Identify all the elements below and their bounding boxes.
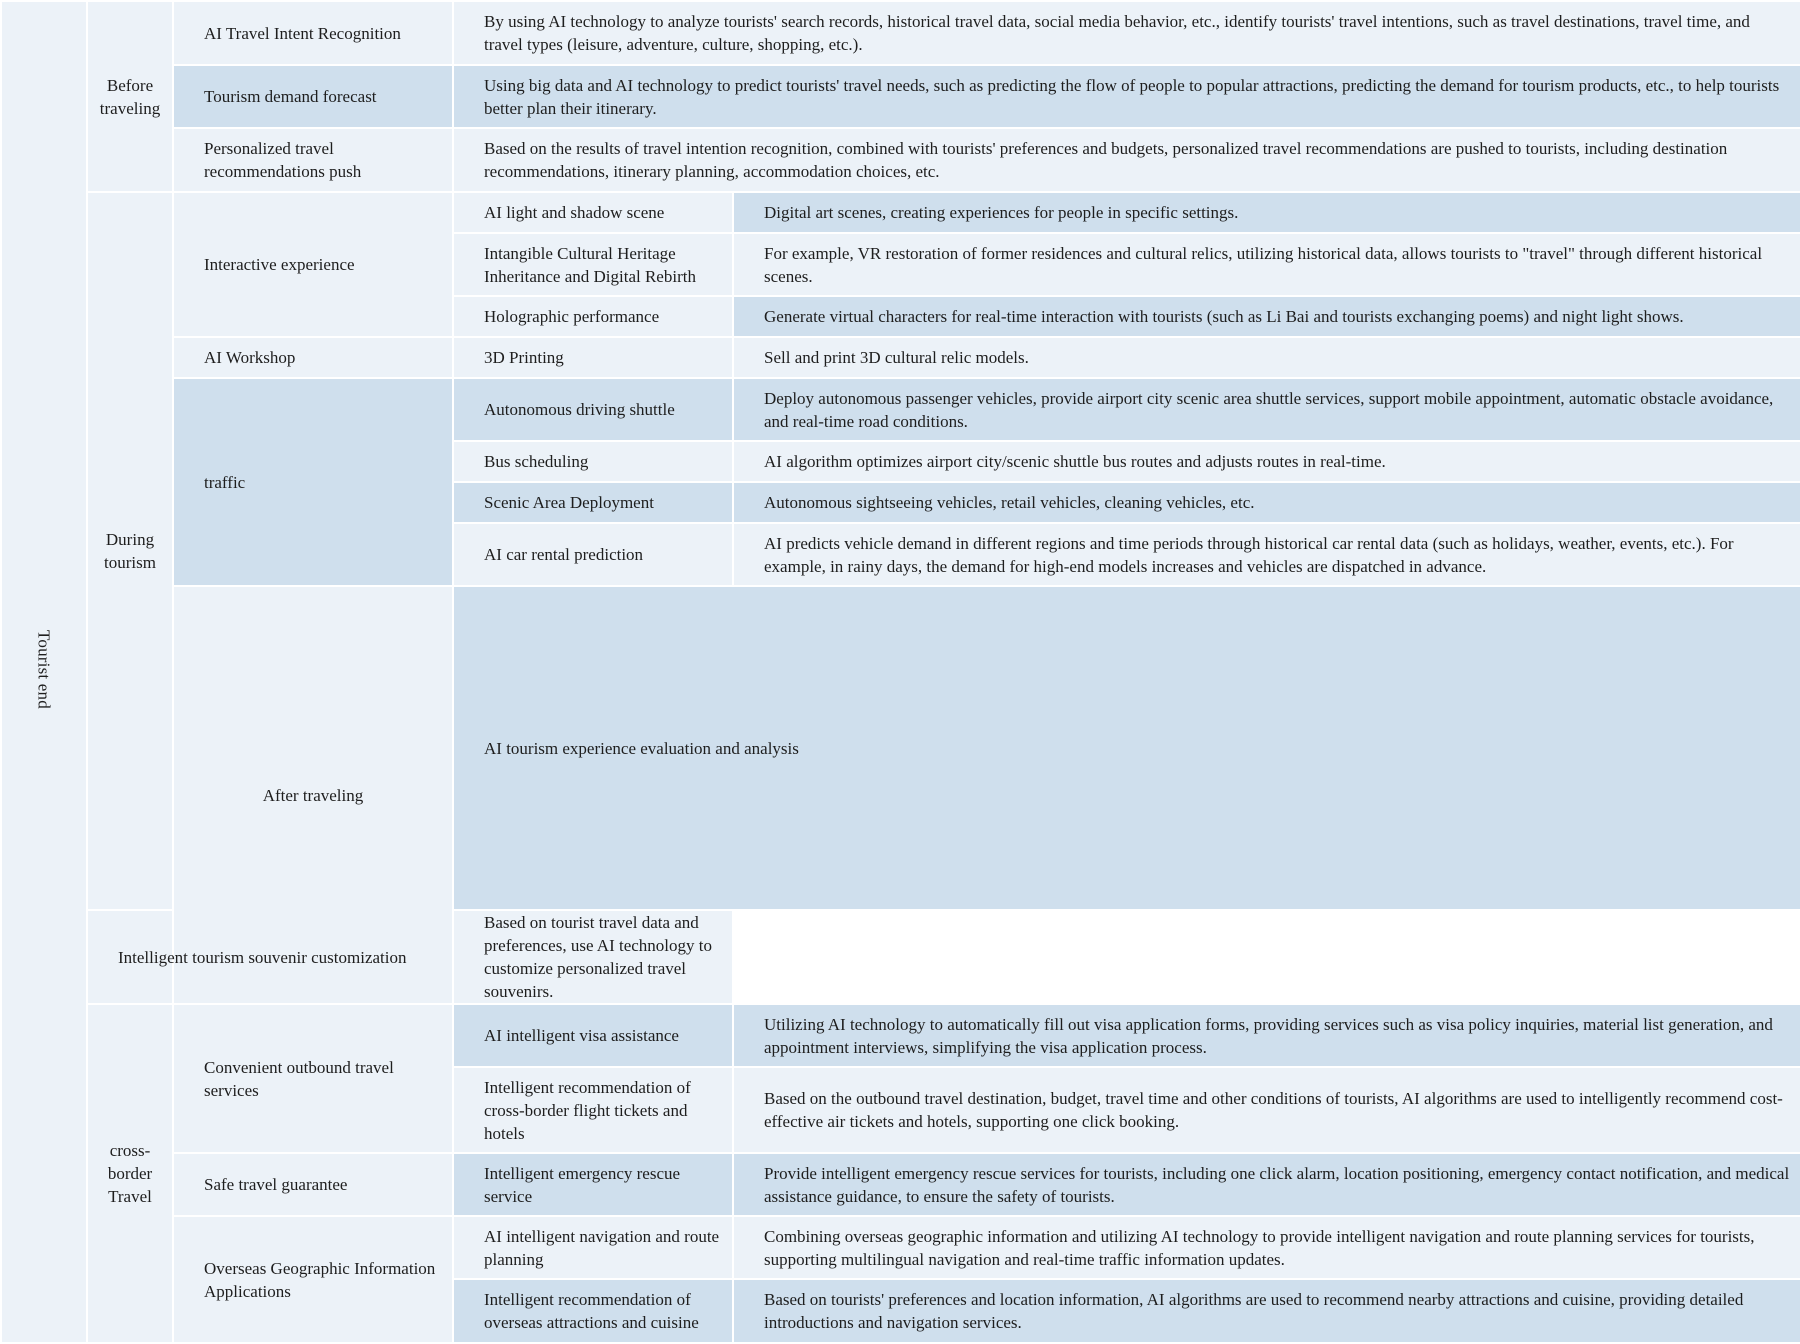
category-text: Safe travel guarantee <box>204 1175 348 1194</box>
item-name-text: AI Travel Intent Recognition <box>204 23 401 43</box>
item-name <box>453 441 733 482</box>
table-row <box>1 1216 1800 1279</box>
item-name-text: Personalized travel recommendations push <box>204 139 362 181</box>
category-text: AI Workshop <box>204 348 296 367</box>
item-name-text: Intelligent recommendation of cross-border flight tickets and hotels <box>484 1077 691 1143</box>
item-desc <box>733 1216 1800 1279</box>
item-desc <box>453 65 1800 128</box>
item-desc <box>733 1004 1800 1067</box>
side-label: Tourist end <box>34 629 54 709</box>
item-name-text: Intangible Cultural Heritage Inheritance and Digital Rebirth <box>484 243 696 286</box>
category-text: Interactive experience <box>204 255 355 274</box>
item-desc <box>733 1067 1800 1153</box>
item-name <box>453 296 733 337</box>
item-desc-text: AI algorithm optimizes airport city/scenic shuttle bus routes and adjusts routes in real-time. <box>764 452 1386 471</box>
category-safe-travel <box>173 1153 453 1216</box>
item-name <box>453 337 733 378</box>
item-desc-text: Combining overseas geographic information and utilizing AI technology to provide intelligent navigation and route planning services for tourists, supporting multilingual navigation and real-time traffic information updates. <box>764 1226 1755 1269</box>
table-row <box>1 192 1800 233</box>
table-row <box>1 586 1800 910</box>
item-desc <box>733 482 1800 523</box>
item-desc <box>733 523 1800 586</box>
table-row <box>1 337 1800 378</box>
category-text: Convenient outbound travel services <box>204 1057 394 1100</box>
category-outbound-services <box>173 1004 453 1153</box>
item-name <box>173 65 453 128</box>
item-desc-text: Based on tourists' preferences and location information, AI algorithms are used to recommend nearby attractions and cuisine, providing detailed introductions and navigation services. <box>764 1290 1744 1332</box>
item-desc-text: Digital art scenes, creating experiences for people in specific settings. <box>764 203 1239 222</box>
item-name <box>453 482 733 523</box>
item-name <box>453 1216 733 1279</box>
stage-label: After traveling <box>262 785 364 805</box>
stage-before-traveling <box>87 1 173 192</box>
item-desc-text: Provide intelligent emergency rescue services for tourists, including one click alarm, location positioning, emergency contact notification, and medical assistance guidance, to ensure the safety of tourists. <box>764 1163 1790 1206</box>
item-desc <box>453 910 733 1004</box>
item-name <box>453 1279 733 1343</box>
item-name-text: Intelligent tourism souvenir customization <box>118 947 407 967</box>
item-name-text: AI intelligent visa assistance <box>484 1026 679 1045</box>
stage-label: During tourism <box>104 530 156 572</box>
item-name-text: Scenic Area Deployment <box>484 493 654 512</box>
item-desc <box>733 378 1800 441</box>
item-name <box>453 1067 733 1153</box>
table-row <box>1 1 1800 65</box>
item-name <box>453 523 733 586</box>
item-name-text: AI light and shadow scene <box>484 203 665 222</box>
item-desc-text: AI predicts vehicle demand in different regions and time periods through historical car rental data (such as holidays, weather, events, etc.). For example, in rainy days, the demand for high-end models increases and vehicles are dispatched in advance. <box>764 533 1734 576</box>
item-desc <box>733 337 1800 378</box>
category-text: traffic <box>204 472 246 492</box>
item-name-text: Tourism demand forecast <box>204 87 377 106</box>
item-name <box>173 1 453 65</box>
table-row <box>1 910 1800 1004</box>
item-name <box>453 586 1800 910</box>
item-name <box>87 910 453 1004</box>
item-desc <box>733 233 1800 296</box>
table-row <box>1 1153 1800 1216</box>
category-traffic <box>173 378 453 586</box>
item-desc-text: Sell and print 3D cultural relic models. <box>764 348 1029 367</box>
item-desc <box>733 441 1800 482</box>
item-name-text: Intelligent recommendation of overseas attractions and cuisine <box>484 1290 699 1332</box>
item-name-text: AI tourism experience evaluation and analysis <box>484 738 799 758</box>
item-desc <box>453 128 1800 192</box>
item-desc-text: By using AI technology to analyze tourists' search records, historical travel data, social media behavior, etc., identify tourists' travel intentions, such as travel destinations, travel time, and travel types (leisure, adventure, culture, shopping, etc.). <box>484 12 1750 54</box>
item-name <box>453 1004 733 1067</box>
item-name <box>453 378 733 441</box>
item-desc <box>733 1279 1800 1343</box>
item-name <box>173 128 453 192</box>
item-name-text: 3D Printing <box>484 348 564 367</box>
table-row <box>1 128 1800 192</box>
item-desc-text: Using big data and AI technology to predict tourists' travel needs, such as predicting the flow of people to popular attractions, predicting the demand for tourism products, etc., to help tourists better plan their itinerary. <box>484 75 1780 118</box>
category-overseas-geo <box>173 1216 453 1343</box>
table-row <box>1 378 1800 441</box>
item-name-text: AI intelligent navigation and route planning <box>484 1226 720 1269</box>
item-desc-text: Generate virtual characters for real-time interaction with tourists (such as Li Bai and tourists exchanging poems) and night light shows. <box>764 307 1684 326</box>
item-desc-text: For example, VR restoration of former residences and cultural relics, utilizing historical data, allows tourists to "travel" through different historical scenes. <box>764 243 1763 286</box>
item-name <box>453 1153 733 1216</box>
item-desc-text: Deploy autonomous passenger vehicles, provide airport city scenic area shuttle services, support mobile appointment, automatic obstacle avoidance, and real-time road conditions. <box>764 388 1774 431</box>
item-name <box>453 192 733 233</box>
table-row <box>1 65 1800 128</box>
item-desc-text: Autonomous sightseeing vehicles, retail vehicles, cleaning vehicles, etc. <box>764 493 1255 512</box>
item-name-text: Bus scheduling <box>484 452 589 471</box>
category-ai-workshop <box>173 337 453 378</box>
item-desc <box>453 1 1800 65</box>
category-text: Overseas Geographic Information Applications <box>204 1258 436 1301</box>
item-desc-text: Based on tourist travel data and preferences, use AI technology to customize personalized travel souvenirs. <box>484 913 712 1001</box>
item-desc <box>733 192 1800 233</box>
stage-during-tourism <box>87 192 173 910</box>
stage-label: Before traveling <box>99 75 161 118</box>
item-name-text: AI car rental prediction <box>484 545 644 564</box>
stage-label: cross-border Travel <box>107 1141 153 1206</box>
item-desc <box>733 296 1800 337</box>
stage-cross-border-travel <box>87 1004 173 1343</box>
item-name-text: Intelligent emergency rescue service <box>484 1163 681 1206</box>
category-interactive-experience <box>173 192 453 337</box>
item-desc-text: Utilizing AI technology to automatically fill out visa application forms, providing services such as visa policy inquiries, material list generation, and appointment interviews, simplifying the visa application process. <box>764 1014 1773 1057</box>
item-name-text: Autonomous driving shuttle <box>484 400 675 419</box>
tourist-end-label <box>1 1 87 1343</box>
table-row <box>1 1004 1800 1067</box>
item-name <box>453 233 733 296</box>
item-name-text: Holographic performance <box>484 307 660 326</box>
item-desc <box>733 1153 1800 1216</box>
item-desc-text: Based on the outbound travel destination, budget, travel time and other conditions of tourists, AI algorithms are used to intelligently recommend cost-effective air tickets and hotels, supporting one click booking. <box>764 1089 1783 1131</box>
item-desc-text: Based on the results of travel intention recognition, combined with tourists' preferences and budgets, personalized travel recommendations are pushed to tourists, including destination recommendations, itinerary planning, accommodation choices, etc. <box>484 139 1728 181</box>
